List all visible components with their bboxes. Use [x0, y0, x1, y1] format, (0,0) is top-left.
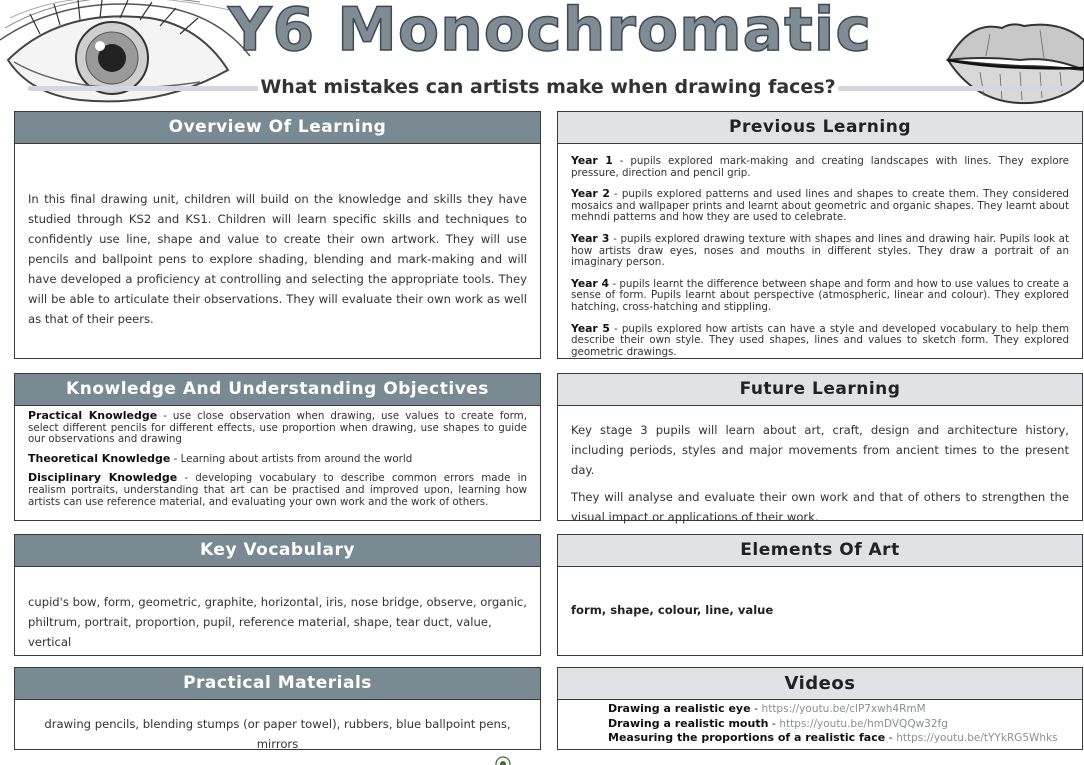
future-learning-panel	[557, 373, 1083, 524]
knowledge-label: Practical Knowledge	[28, 409, 158, 422]
year-label: Year 4	[571, 276, 610, 290]
list-item: Year 3 - pupils explored drawing texture with shapes and lines and drawing hair. Pupils look at how artists draw eyes, noses and mouths in different styles. They draw a portrait of an imaginary person.	[571, 231, 1069, 269]
page-title: Y6 Monochromatic	[228, 0, 872, 65]
overview-text: In this final drawing unit, children will build on the knowledge and skills they have studied through KS2 and KS1. Children will learn specific skills and techniques to confidently use line, shape and value to create their own artwork. They will use pencils and ballpoint pens to explore shading, blending and mark-making and will have developed a proficiency at controlling and selecting the appropriate tools. They will be able to articulate their observations. They will evaluate their own work as well as that of their peers.	[28, 192, 527, 326]
vocabulary-heading: Key Vocabulary	[15, 535, 540, 567]
videos-panel	[557, 667, 1083, 750]
page-subtitle: What mistakes can artists make when drawing faces?	[258, 73, 838, 101]
list-item: Theoretical Knowledge - Learning about artists from around the world	[28, 451, 413, 465]
overview-panel	[14, 111, 541, 359]
video-link-proportions[interactable]: Measuring the proportions of a realistic face - https://youtu.be/tYYkRG5Whks	[608, 731, 1058, 744]
knowledge-label: Disciplinary Knowledge	[28, 471, 178, 485]
future-learning-body	[558, 406, 1082, 527]
video-link-mouth[interactable]: Drawing a realistic mouth - https://youtu.be/hmDVQQw32fg	[608, 716, 948, 730]
list-item: Year 2 - pupils explored patterns and used lines and shapes to create them. They considered mosaics and wallpaper prints and learnt about geometric and organic shapes. They learnt about mehndi patterns and how they are used to celebrate.	[571, 187, 1069, 224]
vocabulary-text: cupid's bow, form, geometric, graphite, horizontal, iris, nose bridge, observe, organic, philtrum, portrait, proportion, pupil, reference material, shape, tear duct, value, vertical	[28, 595, 527, 649]
lips-illustration	[940, 0, 1084, 110]
videos-heading: Videos	[558, 668, 1082, 700]
future-paragraph: Key stage 3 pupils will learn about art, craft, design and architecture history, including periods, styles and major movements from ancient times to the present day.	[571, 423, 1069, 477]
elements-panel	[557, 534, 1083, 656]
elements-heading: Elements Of Art	[558, 535, 1082, 567]
vocabulary-panel	[14, 534, 541, 656]
materials-text: drawing pencils, blending stumps (or paper towel), rubbers, blue ballpoint pens, mirrors	[44, 717, 511, 751]
materials-heading: Practical Materials	[15, 668, 540, 700]
list-item: Year 4 - pupils learnt the difference between shape and form and how to use values to create a sense of form. Pupils learnt about perspective (atmospheric, linear and colour). They explored hatching, cross-hatching and stippling.	[571, 276, 1069, 313]
previous-learning-panel	[557, 111, 1083, 359]
video-link-eye[interactable]: Drawing a realistic eye - https://youtu.be/clP7xwh4RmM	[608, 702, 926, 715]
list-item: Disciplinary Knowledge - developing vocabulary to describe common errors made in realism portraits, understanding that art can be practised and improved upon, learning how artists can use reference material, and evaluating your own work and the work of others.	[28, 471, 527, 508]
overview-heading: Overview Of Learning	[15, 112, 540, 144]
future-paragraph: They will analyse and evaluate their own work and that of others to strengthen the visual impact or applications of their work.	[571, 490, 1069, 524]
knowledge-list	[15, 406, 540, 508]
year-label: Year 2	[571, 187, 610, 201]
list-item: Practical Knowledge - use close observation when drawing, use values to create form, select different pencils for different effects, use proportion when drawing, use shapes to guide our observations and drawing	[28, 409, 527, 446]
year-label: Year 5	[571, 321, 610, 335]
list-item: Year 1 - pupils explored mark-making and creating landscapes with lines. They explore pressure, direction and pencil grip.	[571, 154, 1069, 179]
videos-list	[558, 700, 1082, 746]
knowledge-heading: Knowledge And Understanding Objectives	[15, 374, 540, 406]
knowledge-label: Theoretical Knowledge	[28, 451, 171, 465]
subtitle-rule-right	[838, 86, 1070, 91]
materials-panel	[14, 667, 541, 750]
elements-text: form, shape, colour, line, value	[571, 603, 774, 617]
footer-logo-icon	[495, 756, 511, 765]
subtitle-rule-left	[28, 86, 260, 91]
previous-learning-heading: Previous Learning	[558, 112, 1082, 144]
year-label: Year 3	[571, 231, 610, 245]
previous-learning-list	[558, 144, 1082, 358]
year-label: Year 1	[571, 154, 613, 167]
future-learning-heading: Future Learning	[558, 374, 1082, 406]
list-item: Year 5 - pupils explored how artists can have a style and developed vocabulary to help them describe their own style. They used shapes, lines and values to sketch form. They explored geometric drawings.	[571, 321, 1069, 358]
knowledge-panel	[14, 373, 541, 521]
